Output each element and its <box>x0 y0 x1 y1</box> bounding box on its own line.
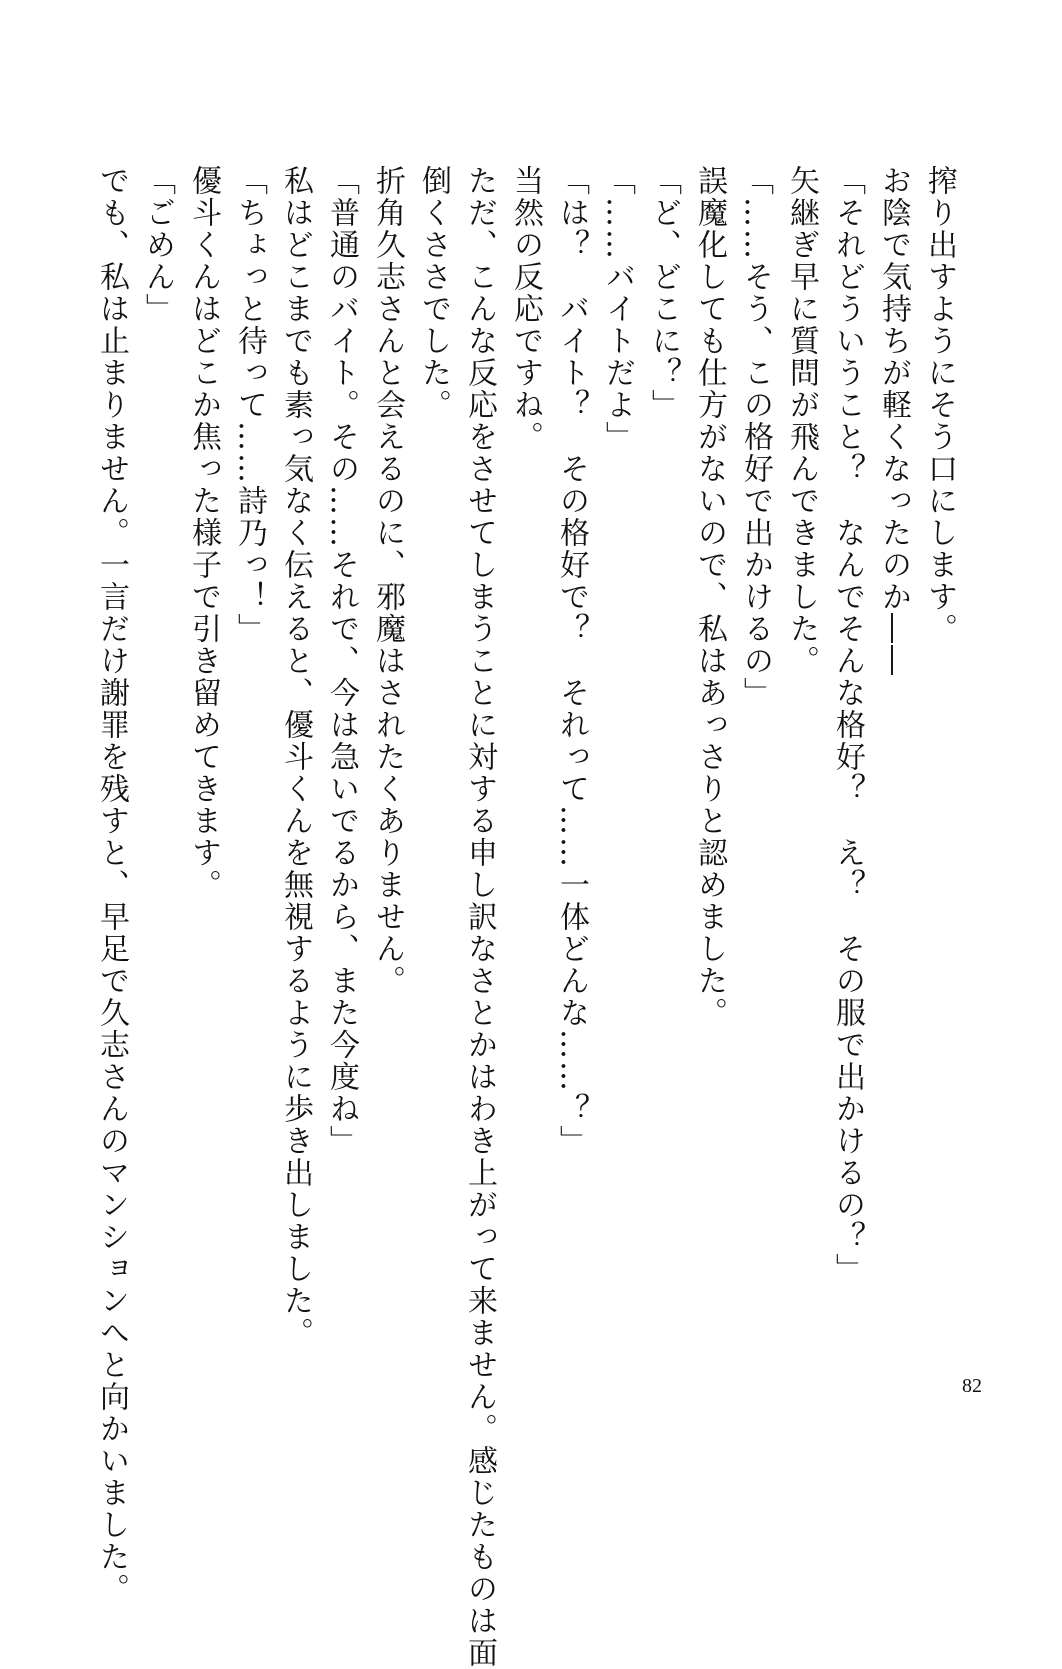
text-line: 「……バイトだよ」 <box>600 165 635 453</box>
text-line: お陰で気持ちが軽くなったのか―― <box>876 165 911 677</box>
text-line: 折角久志さんと会えるのに、邪魔はされたくありません。 <box>370 165 405 997</box>
text-line: 誤魔化しても仕方がないので、私はあっさりと認めました。 <box>692 165 727 1029</box>
text-line: 「ちょっと待って……詩乃っ！」 <box>232 165 267 645</box>
page-number: 82 <box>962 1375 982 1397</box>
text-line: 「ど、どこに？」 <box>646 165 681 421</box>
text-line: 倒くささでした。 <box>416 165 451 421</box>
text-line: 搾り出すようにそう口にします。 <box>922 165 957 645</box>
text-line: 優斗くんはどこか焦った様子で引き留めてきます。 <box>186 165 221 901</box>
text-line: 「それどういうこと？ なんでそんな格好？ え？ その服で出かけるの？」 <box>830 165 865 1285</box>
text-line: 私はどこまでも素っ気なく伝えると、優斗くんを無視するように歩き出しました。 <box>278 165 313 1349</box>
text-line: 「は？ バイト？ その格好で？ それって……一体どんな……？」 <box>554 165 589 1157</box>
text-line: 「普通のバイト。その……それで、今は急いでるから、また今度ね」 <box>324 165 359 1157</box>
text-line: ただ、こんな反応をさせてしまうことに対する申し訳なさとかはわき上がって来ません。感じたものは面 <box>462 165 497 1669</box>
text-line: 「ごめん」 <box>140 165 175 325</box>
text-line: 矢継ぎ早に質問が飛んできました。 <box>784 165 819 677</box>
text-line: でも、私は止まりません。一言だけ謝罪を残すと、早足で久志さんのマンションへと向かいました。 <box>94 165 129 1605</box>
vertical-text-body <box>88 165 962 1669</box>
text-line: 当然の反応ですね。 <box>508 165 543 453</box>
text-line: 「……そう、この格好で出かけるの」 <box>738 165 773 709</box>
